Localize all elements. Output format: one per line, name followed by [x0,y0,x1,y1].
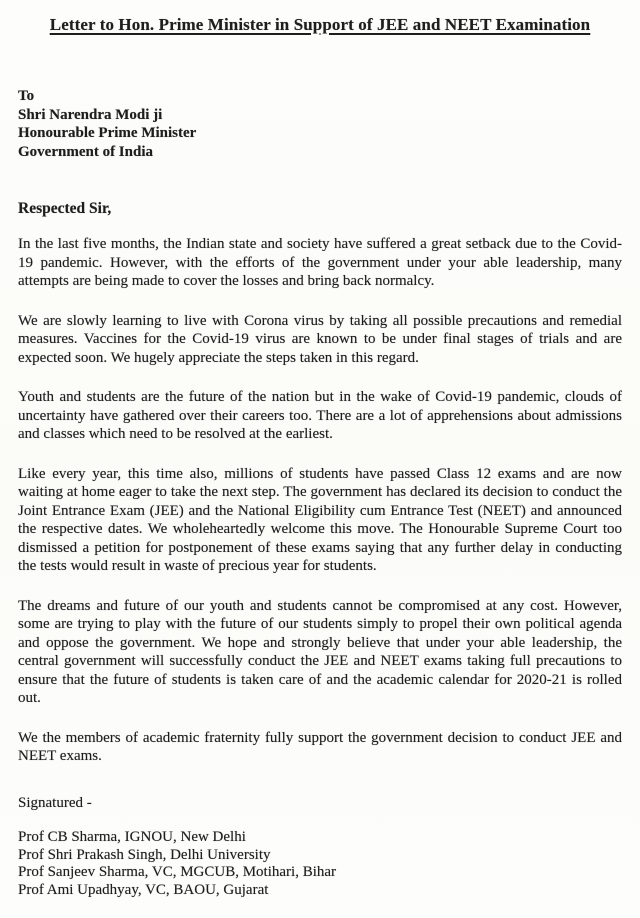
paragraph-4: Like every year, this time also, millions of students have passed Class 12 exams and are now waiting at home eager to take the next step. The government has declared its decision to conduct the Joint Entrance Exam (JEE) and the National Eligibility cum Entrance Test (NEET) and announced the respective dates. We wholeheartedly welcome this move. The Honourable Supreme Court too dismissed a petition for postponement of these exams saying that any further delay in conducting the tests would result in waste of precious year for students. [18,465,622,574]
recipient-line-to: To [18,88,35,104]
letter-title: Letter to Hon. Prime Minister in Support of JEE and NEET Examination [49,15,591,34]
greeting: Respected Sir, [18,200,112,217]
paragraph-5: The dreams and future of our youth and students cannot be compromised at any cost. However, some are trying to play with the future of our students simply to propel their own political agenda and oppose the government. We hope and strongly believe that under your able leadership, the central government will successfully conduct the JEE and NEET exams taking full precautions to ensure that the future of students is taken care of and the academic calendar for 2020-21 is rolled out. [18,597,622,706]
signatories-block [18,829,622,899]
paragraph-1: In the last five months, the Indian state and society have suffered a great setback due to the Covid-19 pandemic. However, with the efforts of the government under your able leadership, many attempts are being made to cover the losses and bring back normalcy. [18,236,622,289]
recipient-block [18,87,622,161]
paragraph-3: Youth and students are the future of the nation but in the wake of Covid-19 pandemic, clouds of uncertainty have gathered over their careers too. There are a lot of apprehensions about admissions and classes which need to be resolved at the earliest. [18,389,622,442]
signature-heading: Signatured - [18,794,92,811]
paragraph-6: We the members of academic fraternity fully support the government decision to conduct JEE and NEET exams. [18,729,622,764]
recipient-line-organization: Government of India [18,143,153,160]
signatory-line-4: Prof Ami Upadhyay, VC, BAOU, Gujarat [18,881,269,898]
signatory-line-1: Prof CB Sharma, IGNOU, New Delhi [18,829,246,845]
paragraph-2: We are slowly learning to live with Corona virus by taking all possible precautions and remedial measures. Vaccines for the Covid-19 virus are known to be under final stages of trials and are expected soon. We hugely appreciate the steps taken in this regard. [18,312,622,366]
signatory-line-2: Prof Shri Prakash Singh, Delhi University [18,846,271,863]
signatory-line-3: Prof Sanjeev Sharma, VC, MGCUB, Motihari, Bihar [18,864,337,880]
recipient-line-name: Shri Narendra Modi ji [18,106,163,123]
recipient-line-designation: Honourable Prime Minister [18,125,197,141]
